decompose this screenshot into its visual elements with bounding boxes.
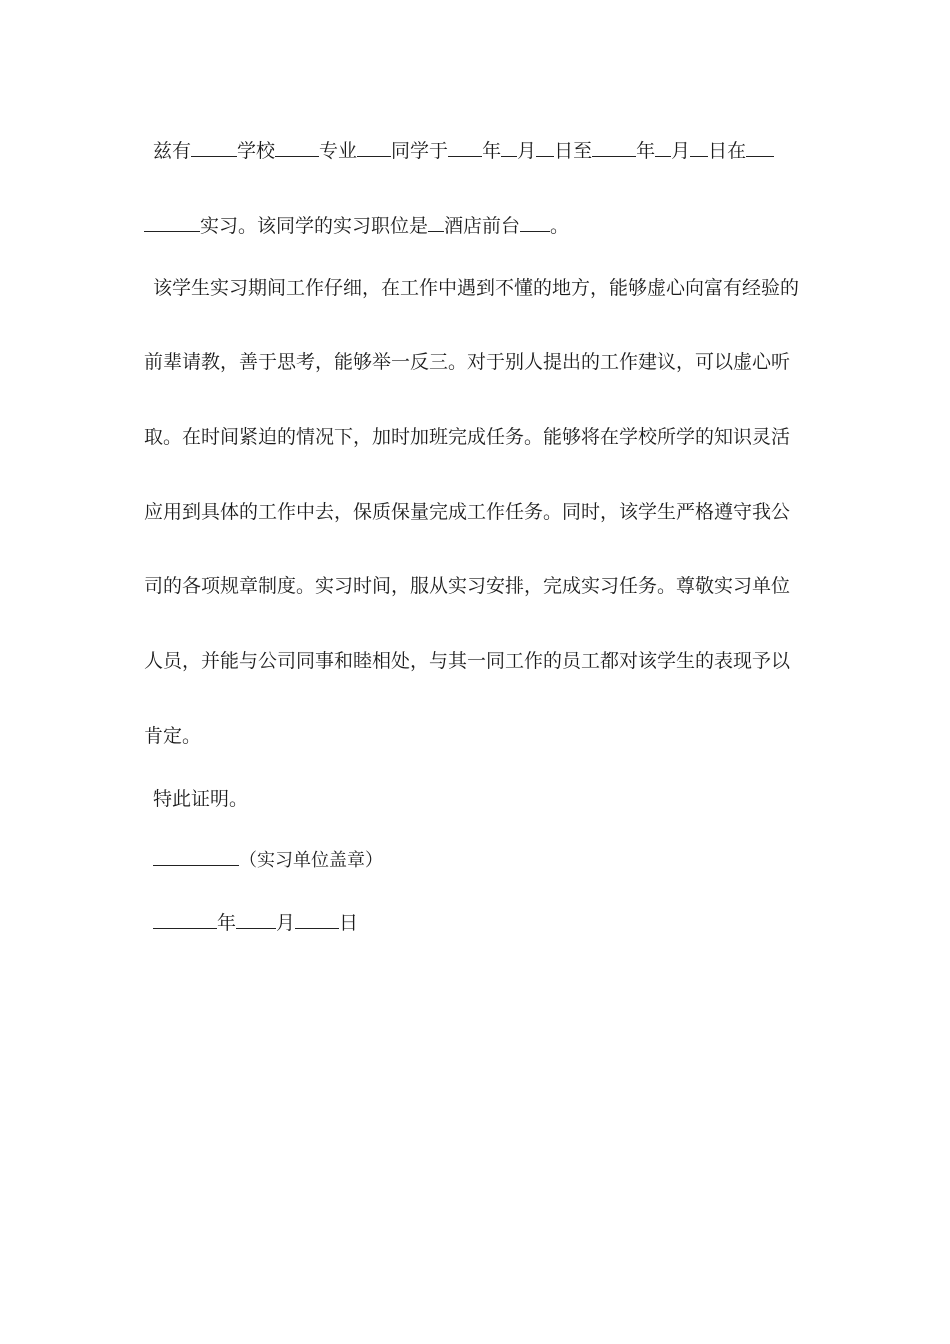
student-label: 同学于 (391, 140, 449, 162)
position-blank-post (520, 213, 550, 232)
end-month-label: 月 (671, 140, 691, 162)
end-day-blank (690, 138, 708, 157)
date-year-blank (153, 910, 217, 929)
intro-line-2 (144, 213, 569, 239)
seal-line (153, 847, 383, 874)
end-month-blank (655, 138, 671, 157)
seal-blank (153, 847, 239, 866)
position-value: 酒店前台 (444, 215, 521, 237)
body-line-5: 司的各项规章制度。实习时间，服从实习安排，完成实习任务。尊敬实习单位 (144, 575, 791, 597)
date-year-label: 年 (217, 912, 237, 934)
date-day-blank (295, 910, 339, 929)
body-line-1: 该学生实习期间工作仔细，在工作中遇到不懂的地方，能够虚心向富有经验的 (153, 277, 800, 299)
student-blank (357, 138, 391, 157)
body-line-7: 肯定。 (144, 725, 202, 747)
major-blank (275, 138, 319, 157)
start-year-blank (448, 138, 482, 157)
end-year-blank (592, 138, 636, 157)
body-line-4: 应用到具体的工作中去，保质保量完成工作任务。同时，该学生严格遵守我公 (144, 501, 791, 523)
end-day-label: 日在 (708, 140, 747, 162)
start-day-blank (536, 138, 554, 157)
closing-text: 特此证明。 (153, 788, 249, 810)
seal-label: （实习单位盖章） (239, 850, 383, 871)
start-year-label: 年 (482, 140, 502, 162)
start-month-blank (501, 138, 517, 157)
end-year-label: 年 (636, 140, 656, 162)
company-blank-b (144, 213, 200, 232)
body-line-6: 人员，并能与公司同事和睦相处，与其一同工作的员工都对该学生的表现予以 (144, 650, 791, 672)
school-label: 学校 (237, 140, 276, 162)
position-end: 。 (550, 215, 570, 237)
position-text: 实习。该同学的实习职位是 (200, 215, 429, 237)
intro-text: 兹有 (153, 140, 192, 162)
major-label: 专业 (319, 140, 358, 162)
date-line (153, 910, 358, 936)
company-blank-a (746, 138, 774, 157)
start-month-label: 月 (517, 140, 537, 162)
body-line-2: 前辈请教，善于思考，能够举一反三。对于别人提出的工作建议，可以虚心听 (144, 351, 791, 373)
body-line-3: 取。在时间紧迫的情况下，加时加班完成任务。能够将在学校所学的知识灵活 (144, 426, 791, 448)
start-day-label: 日至 (554, 140, 593, 162)
school-blank (191, 138, 237, 157)
date-month-label: 月 (276, 912, 296, 934)
date-month-blank (236, 910, 276, 929)
position-blank-pre (428, 213, 444, 232)
date-day-label: 日 (339, 912, 359, 934)
intro-line-1 (153, 138, 774, 164)
